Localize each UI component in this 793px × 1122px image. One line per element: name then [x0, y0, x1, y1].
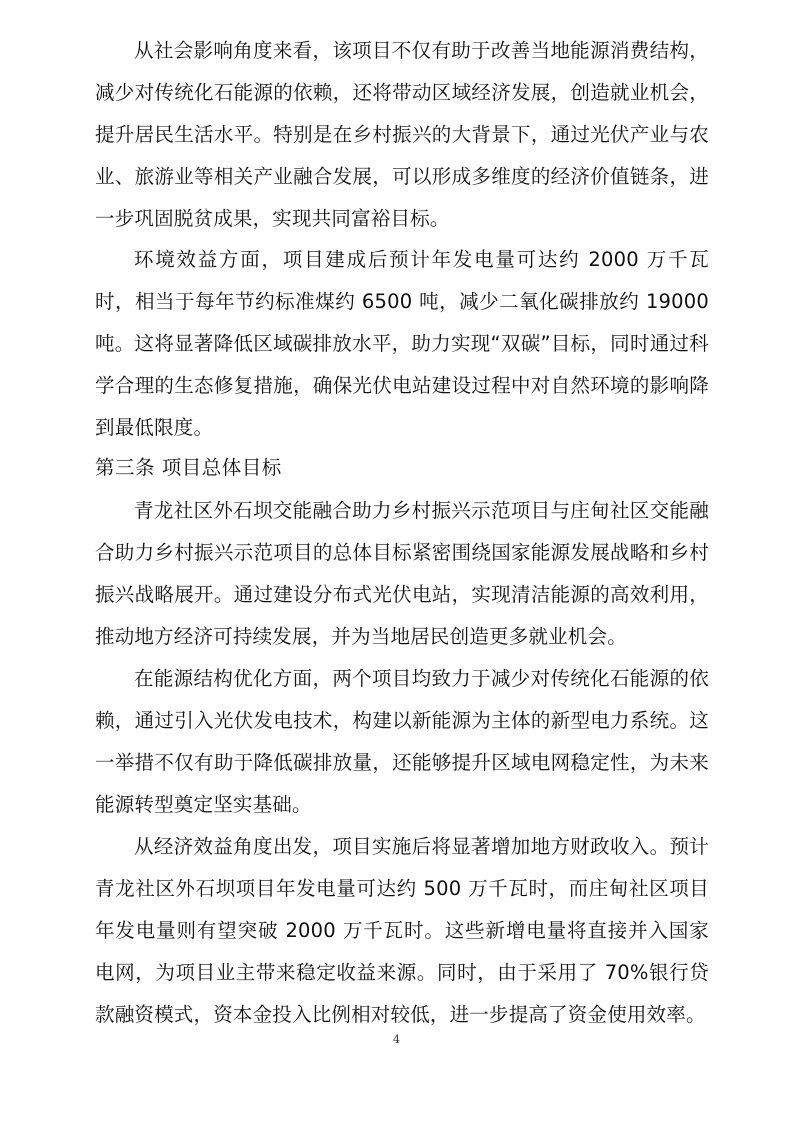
- paragraph-energy-structure: 在能源结构优化方面，两个项目均致力于减少对传统化石能源的依赖，通过引入光伏发电技术，构建以新能源为主体的新型电力系统。这一举措不仅有助于降低碳排放量，还能够提升区域电网稳定性，为未来能源转型奠定坚实基础。: [95, 667, 709, 816]
- section-heading: 第三条 项目总体目标: [95, 456, 282, 479]
- paragraph-overall-goal: 青龙社区外石坝交能融合助力乡村振兴示范项目与庄甸社区交能融合助力乡村振兴示范项目的总体目标紧密围绕国家能源发展战略和乡村振兴战略展开。通过建设分布式光伏电站，实现清洁能源的高效利用，推动地方经济可持续发展，并为当地居民创造更多就业机会。: [95, 499, 709, 648]
- paragraph-economic-benefit: 从经济效益角度出发，项目实施后将显著增加地方财政收入。预计青龙社区外石坝项目年发电量可达约 500 万千瓦时，而庄甸社区项目年发电量则有望突破 2000 万千瓦时。这些新增电量将直接并入国家电网，为项目业主带来稳定收益来源。同时，由于采用了 70%银行贷款融资模式，资本金投入比例相对较低，进一步提高了资金使用效率。: [95, 835, 709, 1026]
- paragraph-social-impact: 从社会影响角度来看，该项目不仅有助于改善当地能源消费结构，减少对传统化石能源的依赖，还将带动区域经济发展，创造就业机会，提升居民生活水平。特别是在乡村振兴的大背景下，通过光伏产业与农业、旅游业等相关产业融合发展，可以形成多维度的经济价值链条，进一步巩固脱贫成果，实现共同富裕目标。: [95, 39, 709, 230]
- paragraph-environmental-benefit: 环境效益方面，项目建成后预计年发电量可达约 2000 万千瓦时，相当于每年节约标准煤约 6500 吨，减少二氧化碳排放约 19000 吨。这将显著降低区域碳排放水平，助力实现“双碳”目标，同时通过科学合理的生态修复措施，确保光伏电站建设过程中对自然环境的影响降到最低限度。: [95, 248, 709, 439]
- page-number: 4: [393, 1033, 400, 1046]
